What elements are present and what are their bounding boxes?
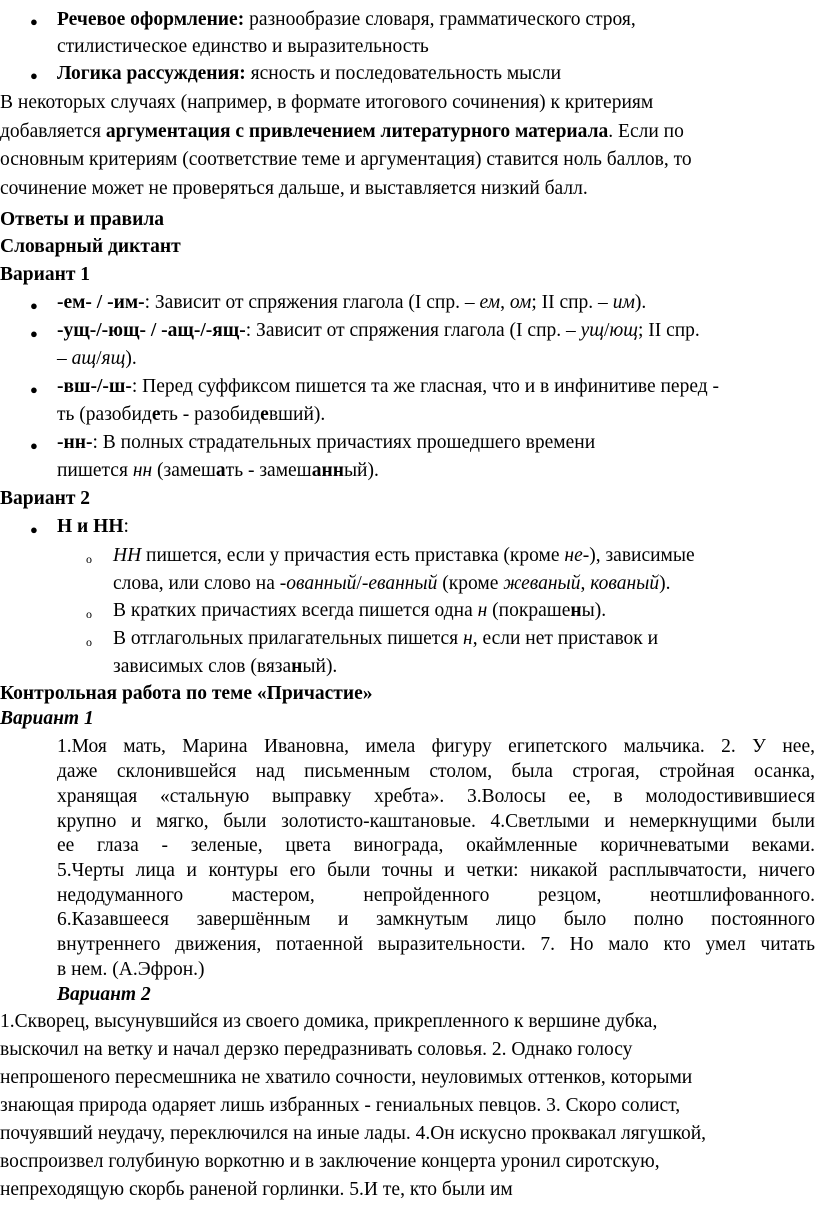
control-v1-line: крупно и мягко, были золотисто-каштановые. 4.Светлыми и немеркнущими были (57, 811, 815, 832)
heading-answers: Ответы и правила (0, 209, 165, 230)
text-run: / (356, 573, 362, 594)
bullet-dot: ● (30, 522, 38, 537)
text-run: ый). (302, 656, 338, 677)
bullet-dot: ● (30, 326, 38, 341)
text-run: В некоторых случаях (например, в формате итогового сочинения) к критериям (0, 92, 654, 113)
rule-vsh-line2 (57, 405, 325, 425)
text-run: В отглагольных прилагательных пишется (113, 628, 464, 649)
text-run: , (580, 573, 591, 594)
sub-bullet-circle: o (86, 635, 92, 649)
text-run: е (151, 404, 161, 425)
text-run: пишется (57, 460, 133, 481)
text-run: н (291, 656, 303, 677)
control-v1-line: 5.Черты лица и контуры его были точны и четки: никакой расплывчатости, ничего (57, 860, 815, 881)
text-run: / (604, 320, 610, 341)
text-run: . Если по (608, 121, 684, 142)
text-run: : (123, 516, 129, 537)
rule-vsh-line1 (57, 377, 719, 397)
text-run: основным критериям (соответствие теме и аргументация) ставится ноль баллов, то (0, 149, 692, 170)
text-run: не- (564, 545, 590, 566)
text-run: добавляется (0, 121, 106, 142)
text-run: кованый (590, 573, 660, 594)
text-run: (покраше (487, 600, 571, 621)
text-run: Логика рассуждения: (57, 63, 246, 84)
text-run: стилистическое единство и выразительность (57, 36, 429, 57)
text-run: Речевое оформление: (57, 9, 245, 30)
text-run: ). (659, 573, 671, 594)
text-run: , (500, 292, 510, 313)
bullet-dot: ● (30, 14, 38, 29)
text-run: ). (634, 292, 647, 313)
text-run: -вш-/-ш- (57, 376, 132, 397)
subrule-3-line1 (113, 629, 658, 649)
text-run: , если нет приставок и (472, 628, 659, 649)
text-run: : Перед суффиксом пишется та же гласная, что и в инфинитиве перед - (131, 376, 720, 397)
intro-line-3 (0, 150, 692, 170)
text-run: ; II спр. (637, 320, 700, 341)
sub-bullet-circle: o (86, 552, 92, 566)
text-run: аргументация с привлечением литературного материала (105, 121, 609, 142)
rule-ush-line1 (57, 321, 700, 341)
text-run: ясность и последовательность мысли (245, 63, 562, 84)
rule-em-im (57, 293, 646, 313)
control-v2-line: выскочил на ветку и начал дерзко передразнивать соловья. 2. Однако голосу (0, 1039, 633, 1060)
text-run: -ем- / -им- (57, 292, 145, 313)
control-v2-line: знающая природа одаряет лишь избранных - гениальных певцов. 3. Скоро солист, (0, 1095, 681, 1116)
text-run: В кратких причастиях всегда пишется одна (113, 600, 478, 621)
text-run: (кроме (437, 573, 504, 594)
text-run: нн (132, 460, 153, 481)
bullet-dot: ● (30, 68, 38, 83)
control-v2-line: 1.Скворец, высунувшийся из своего домика, прикрепленного к вершине дубка, (0, 1011, 658, 1032)
text-run: -еванный (361, 573, 438, 594)
text-run: ть (разобид (57, 404, 152, 425)
text-run: ом (509, 292, 532, 313)
text-run: ть - разобид (160, 404, 261, 425)
text-run: им (612, 292, 635, 313)
subrule-1-line2 (113, 574, 670, 594)
text-run: ущ (580, 320, 605, 341)
heading-dictation: Словарный диктант (0, 236, 181, 257)
text-run: анн (311, 460, 344, 481)
control-v2-line: непреходящую скорбь раненой горлинки. 5.И те, кто были им (0, 1179, 513, 1200)
text-run: н (463, 628, 473, 649)
control-v1-line: 6.Казавшееся завершённым и замкнутым лицо было полно постоянного (57, 909, 815, 930)
text-run: ы). (581, 600, 607, 621)
text-run: а (215, 460, 226, 481)
control-v1-line: хранящая «стальную выправку хребта». 3.Волосы ее, в молодостивившиеся (57, 786, 815, 807)
control-v1-line: внутреннего движения, потаенной выразительности. 7. Но мало кто умел читать (57, 934, 815, 955)
text-run: ; II спр. – (531, 292, 613, 313)
control-v2-line: почуявший неудачу, переключился на иные лады. 4.Он искусно проквакал лягушкой, (0, 1123, 706, 1144)
text-run: е (260, 404, 269, 425)
text-run: ющ (609, 320, 638, 341)
heading-variant-1: Вариант 1 (0, 264, 91, 285)
intro-line-2 (0, 122, 684, 142)
rule-nn-line1 (57, 433, 595, 453)
control-v1-line: недодуманного мастером, непройденного резцом, неотшлифованного. (57, 885, 815, 906)
text-run: -нн- (57, 432, 93, 453)
control-v2-line: воспроизвел голубиную воркотню и в заключение концерта уронил сиротскую, (0, 1151, 660, 1172)
text-run: н (570, 600, 582, 621)
control-variant-2-heading: Вариант 2 (57, 984, 151, 1005)
text-run: : В полных страдательных причастиях прошедшего времени (92, 432, 596, 453)
text-run: / (96, 348, 102, 369)
bullet-dot: ● (30, 438, 38, 453)
heading-variant-2: Вариант 2 (0, 488, 91, 509)
control-v1-line: даже склонившейся над письменным столом, была строгая, стройная осанка, (57, 761, 815, 782)
control-v2-line: непрошеного пересмешника не хватило сочности, неуловимых оттенков, которыми (0, 1067, 693, 1088)
text-run: НН (113, 545, 142, 566)
criterion-speech-line2 (57, 37, 429, 57)
bullet-dot: ● (30, 382, 38, 397)
text-run: вший). (268, 404, 326, 425)
text-run: ), зависимые (589, 545, 695, 566)
control-variant-1-heading: Вариант 1 (0, 708, 94, 729)
text-run: Н и НН (57, 516, 124, 537)
text-run: : Зависит от спряжения глагола (I спр. – (144, 292, 480, 313)
criterion-speech-line1 (57, 10, 636, 30)
text-run: ый). (343, 460, 379, 481)
text-run: -ованный (279, 573, 357, 594)
intro-line-4 (0, 179, 588, 199)
control-v1-line: 1.Моя мать, Марина Ивановна, имела фигуру египетского мальчика. 2. У нее, (57, 736, 815, 757)
text-run: слова, или слово на (113, 573, 280, 594)
text-run: н (477, 600, 488, 621)
text-run: жеваный (503, 573, 581, 594)
text-run: ем (479, 292, 501, 313)
text-run: сочинение может не проверяться дальше, и выставляется низкий балл. (0, 178, 588, 199)
control-v1-line: в нем. (А.Эфрон.) (57, 959, 205, 980)
text-run: (замеш (152, 460, 216, 481)
intro-line-1 (0, 93, 653, 113)
heading-control-work: Контрольная работа по теме «Причастие» (0, 683, 373, 704)
text-run: ащ (71, 348, 97, 369)
text-run: пишется, если у причастия есть приставка (кроме (141, 545, 565, 566)
text-run: – (57, 348, 72, 369)
text-run: разнообразие словаря, грамматического строя, (244, 9, 636, 30)
rule-nn-line2 (57, 461, 379, 481)
text-run: ). (125, 348, 137, 369)
text-run: зависимых слов (вяза (113, 656, 292, 677)
control-v1-line: ее глаза - зеленые, цвета винограда, окаймленные коричневатыми веками. (57, 835, 815, 856)
criterion-logic-line1 (57, 64, 561, 84)
text-run: ть - замеш (225, 460, 312, 481)
sub-bullet-circle: o (86, 607, 92, 621)
text-run: -ущ-/-ющ- / -ащ-/-ящ- (57, 320, 246, 341)
subrule-1-line1 (113, 546, 695, 566)
subrule-3-line2 (113, 657, 337, 677)
bullet-dot: ● (30, 298, 38, 313)
text-run: ящ (101, 348, 126, 369)
rule-ush-line2 (57, 349, 137, 369)
text-run: : Зависит от спряжения глагола (I спр. – (245, 320, 581, 341)
subrule-2-line1 (113, 601, 606, 621)
rule-n-nn (57, 517, 129, 537)
